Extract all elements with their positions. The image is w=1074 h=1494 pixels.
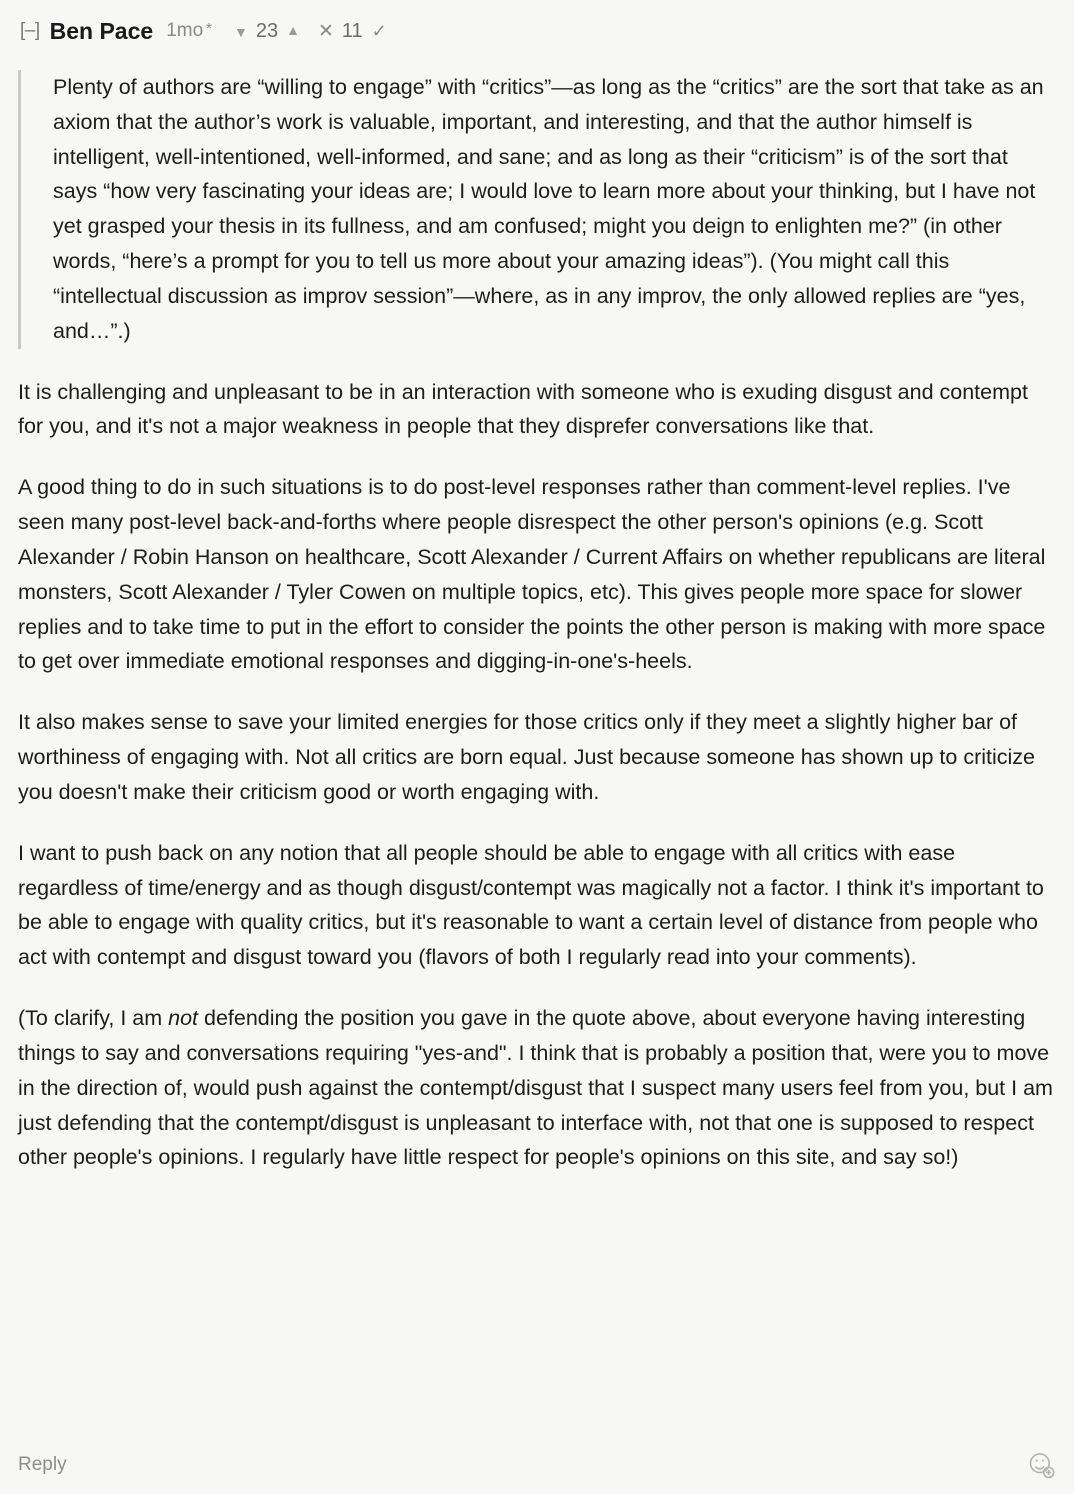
agreement-count: 11 [341,19,363,42]
add-reaction-icon[interactable] [1026,1450,1056,1480]
blockquote-text: Plenty of authors are “willing to engage” with “critics”—as long as the “critics” are the sort that take as an axiom that the author’s work is valuable, important, and interesting, and that the author himself is intelligent, well-intentioned, well-informed, and sane; and as long as their “criticism” is of the sort that says “how very fascinating your ideas are; I would love to learn more about your thinking, but I have not yet grasped your thesis in its fullness, and am confused; might you deign to enlighten me?” (in other words, “here’s a prompt for you to tell us more about your amazing ideas”). (You might call this “intellectual discussion as improv session”—where, as in any improv, the only allowed replies are “yes, and…”.) [53,75,1044,343]
final-text-after: defending the position you gave in the quote above, about everyone having interesting things to say and conversations requiring "yes-and". I think that is probably a position that, were you to move in the direction of, would push against the contempt/disgust that I suspect many users feel from you, but I am just defending that the contempt/disgust is unpleasant to interface with, not that one is supposed to respect other people's opinions. I regularly have little respect for people's opinions on this site, and say so!) [18,1006,1053,1170]
karma-count: 23 [255,19,279,42]
comment-timestamp[interactable]: 1mo [166,20,204,41]
comment-body [18,48,1056,1175]
final-text-italic: not [168,1006,199,1031]
collapse-toggle-icon[interactable]: [–] [20,20,40,41]
paragraph: A good thing to do in such situations is to do post-level responses rather than comment-level replies. I've seen many post-level back-and-forths where people disrespect the other person's opinions (e.g. Scott Alexander / Robin Hanson on healthcare, Scott Alexander / Current Affairs on whether republicans are literal monsters, Scott Alexander / Tyler Cowen on multiple topics, etc). This gives people more space for slower replies and to take time to put in the effort to consider the points the other person is making with more space to get over immediate emotional responses and digging-in-one's-heels. [18,475,1046,674]
karma-vote-group [234,20,300,43]
comment-footer [18,1450,1056,1480]
agreement-vote-group [318,20,387,43]
paragraph: It is challenging and unpleasant to be in an interaction with someone who is exuding disgust and contempt for you, and it's not a major weakness in people that they disprefer conversations like that. [18,379,1028,439]
disagree-icon[interactable]: ✕ [317,20,334,42]
agree-icon[interactable]: ✓ [371,20,387,41]
comment-meta [18,14,1056,48]
final-text-before: (To clarify, I am [18,1006,169,1031]
downvote-icon[interactable]: ▼ [234,24,248,40]
paragraph: I want to push back on any notion that all people should be able to engage with all critics with ease regardless of time/energy and as though disgust/contempt was magically not a factor. I think it's important to be able to engage with quality critics, but it's reasonable to want a certain level of distance from people who act with contempt and disgust toward you (flavors of both I regularly read into your comments). [18,840,1044,970]
edited-star-icon: * [206,19,212,37]
comment-author[interactable]: Ben Pace [49,17,154,44]
upvote-icon[interactable]: ▲ [286,22,300,38]
paragraph-final [18,1001,1056,1175]
blockquote [18,70,1056,349]
reply-button[interactable]: Reply [18,1454,67,1475]
paragraph: It also makes sense to save your limited energies for those critics only if they meet a slightly higher bar of worthiness of engaging with. Not all critics are born equal. Just because someone has shown up to criticize you doesn't make their criticism good or worth engaging with. [18,710,1036,804]
